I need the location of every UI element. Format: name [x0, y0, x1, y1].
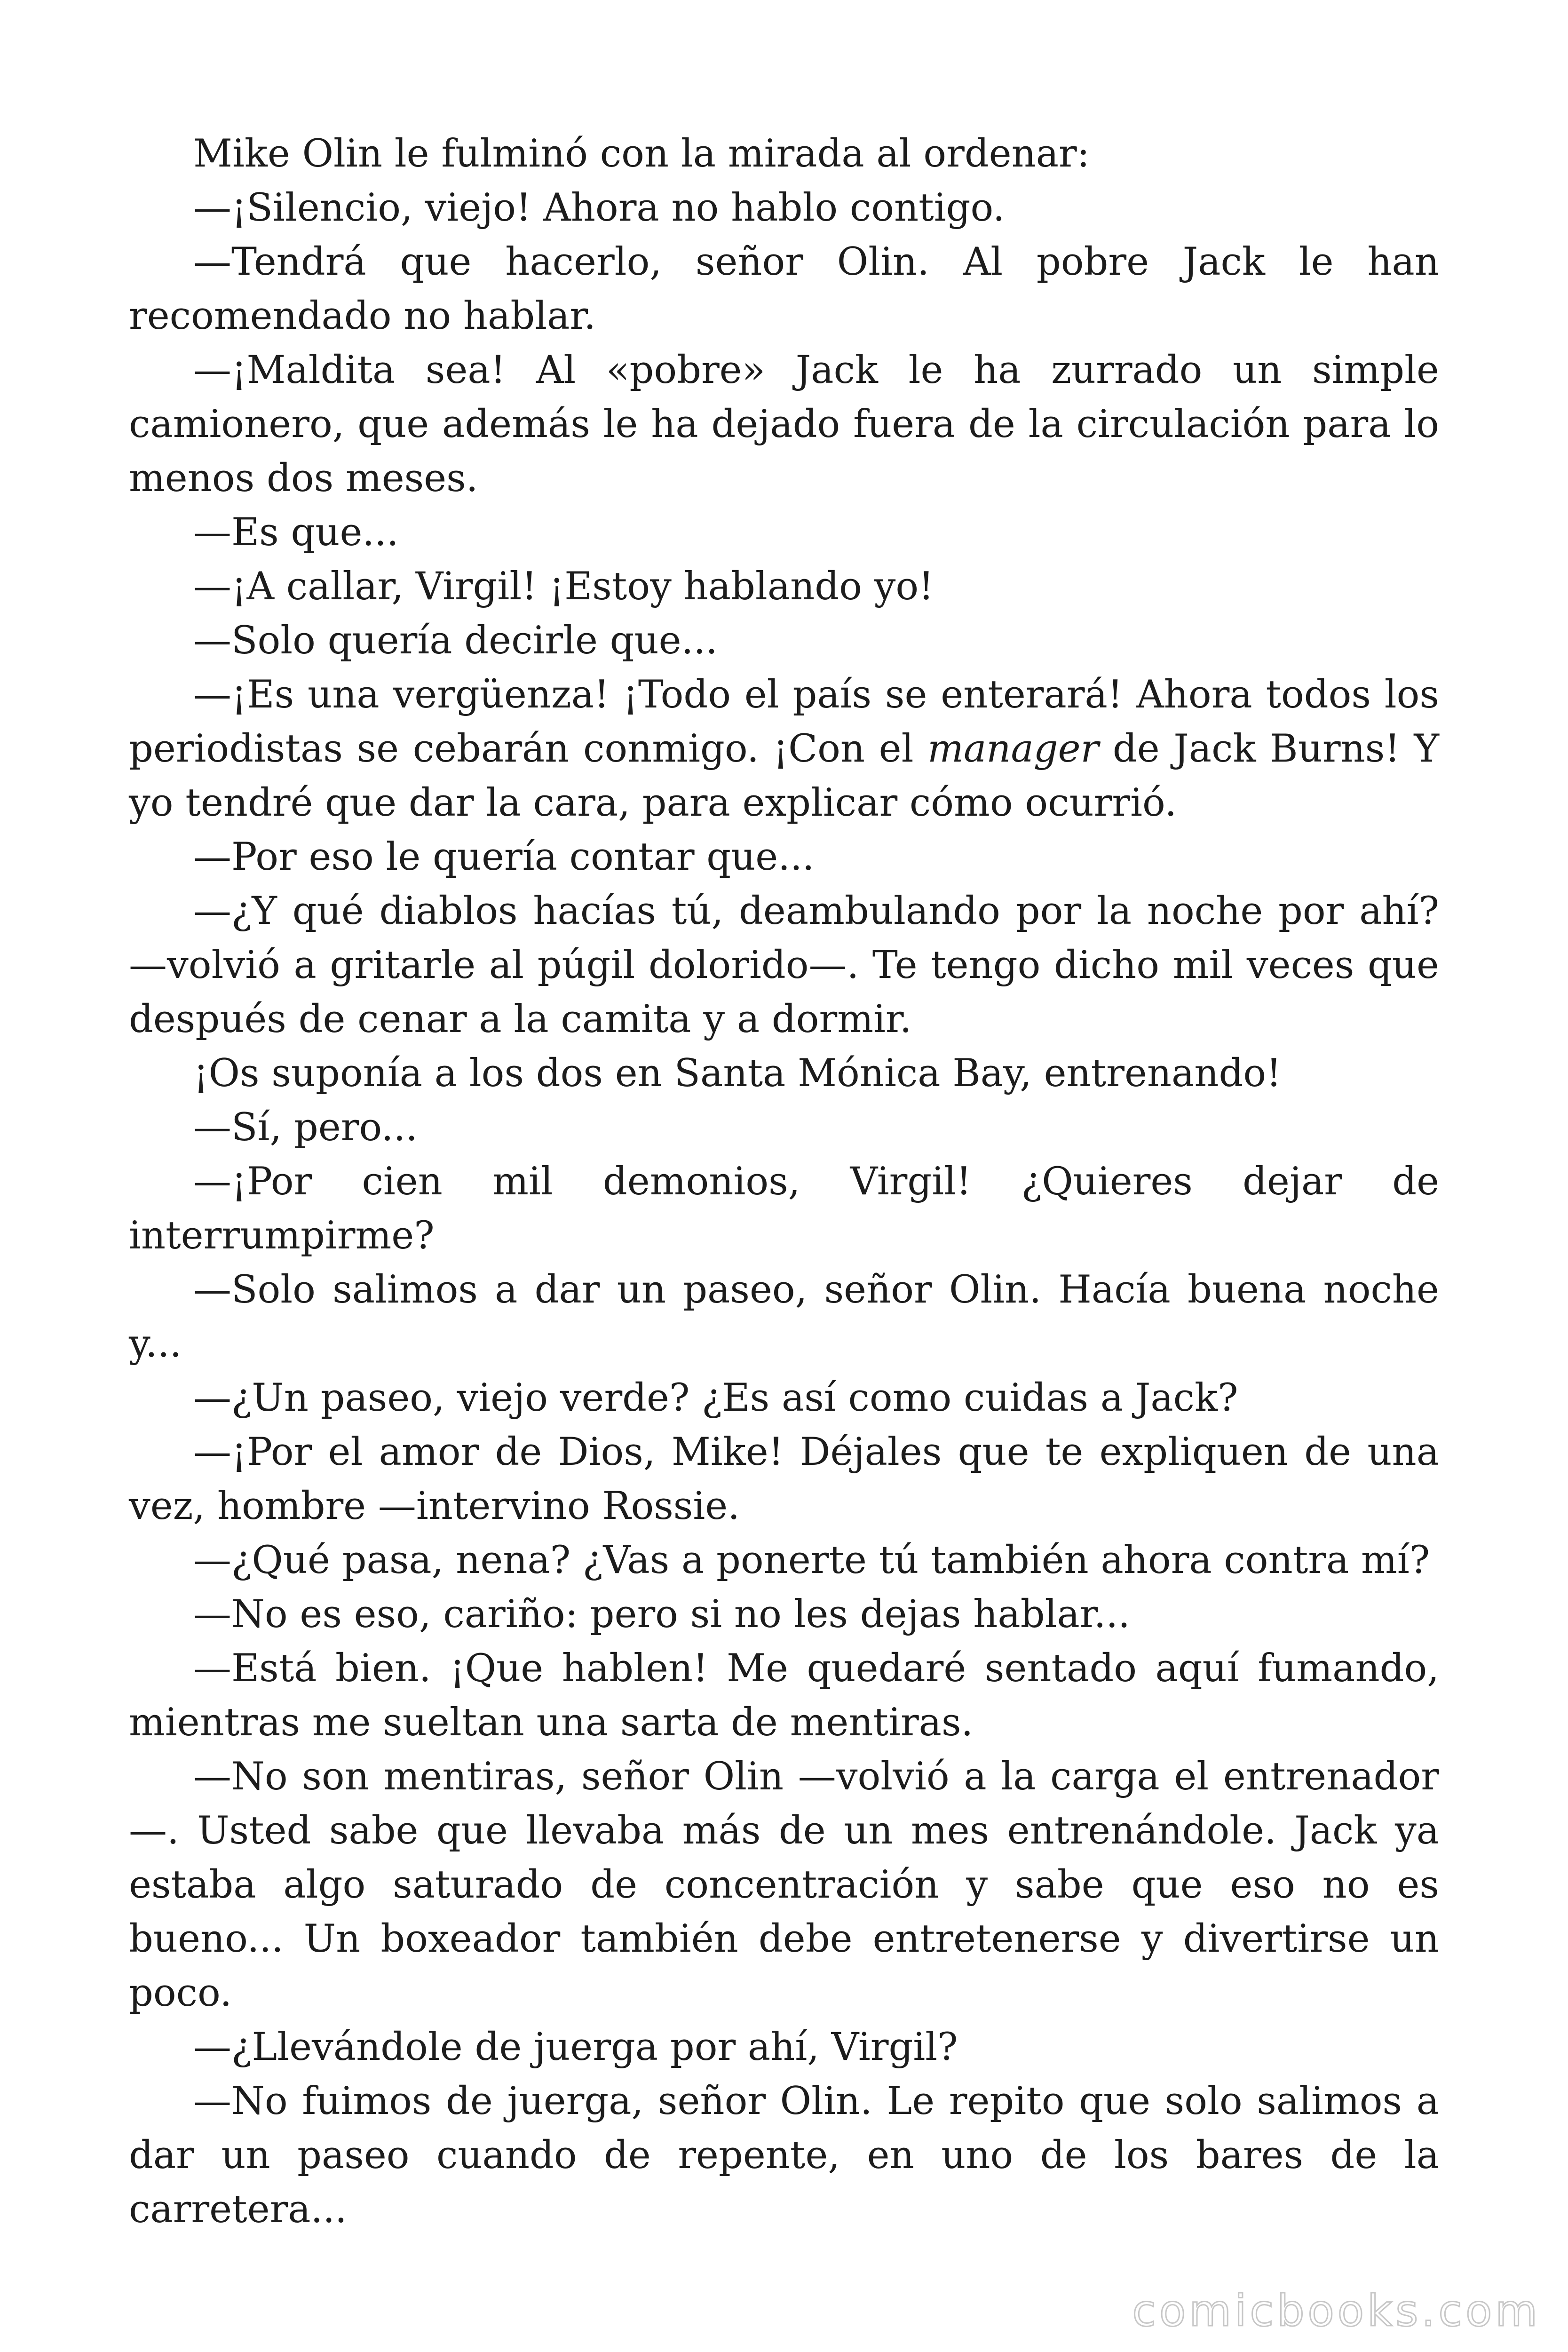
paragraph: —¡Por cien mil demonios, Virgil! ¿Quieres dejar de interrumpirme? — [129, 1160, 1439, 1258]
paragraph: —Sí, pero... — [193, 1105, 418, 1150]
paragraph-text: de Jack Burns! Y yo tendré que dar la cara, para explicar cómo ocurrió. — [129, 727, 1439, 825]
paragraph-text: —¡Es una vergüenza! ¡Todo el país se enterará! Ahora todos los periodistas se cebarán conmigo. ¡Con el — [129, 673, 1439, 771]
watermark: comicbooks.com — [1132, 2286, 1541, 2336]
paragraph: —Es que... — [193, 510, 399, 555]
paragraph: —¡A callar, Virgil! ¡Estoy hablando yo! — [193, 564, 934, 609]
paragraph: —Solo salimos a dar un paseo, señor Olin. Hacía buena noche y... — [129, 1268, 1439, 1366]
paragraph: —No fuimos de juerga, señor Olin. Le repito que solo salimos a dar un paseo cuando de repente, en uno de los bares de la carretera... — [129, 2079, 1439, 2232]
paragraph: —Solo quería decirle que... — [193, 619, 718, 663]
paragraph: —¿Y qué diablos hacías tú, deambulando por la noche por ahí? —volvió a gritarle al púgil dolorido—. Te tengo dicho mil veces que después de cenar a la camita y a dormir. — [129, 889, 1439, 1041]
paragraph: —¿Qué pasa, nena? ¿Vas a ponerte tú también ahora contra mí? — [193, 1538, 1430, 1582]
emphasized-word: manager — [927, 727, 1099, 771]
paragraph: —¿Llevándole de juerga por ahí, Virgil? — [193, 2025, 958, 2069]
paragraph: —No son mentiras, señor Olin —volvió a la carga el entrenador —. Usted sabe que llevaba más de un mes entrenándole. Jack ya estaba algo saturado de concentración y sabe que eso no es bueno... Un boxeador también debe entretenerse y divertirse un poco. — [129, 1755, 1439, 2015]
paragraph: —¡Por el amor de Dios, Mike! Déjales que te expliquen de una vez, hombre —intervino Rossie. — [129, 1430, 1439, 1528]
paragraph: —Tendrá que hacerlo, señor Olin. Al pobre Jack le han recomendado no hablar. — [129, 240, 1439, 338]
paragraph: —¿Un paseo, viejo verde? ¿Es así como cuidas a Jack? — [193, 1376, 1238, 1420]
paragraph — [129, 668, 1439, 830]
book-page-text — [129, 127, 1439, 2237]
paragraph: —¡Maldita sea! Al «pobre» Jack le ha zurrado un simple camionero, que además le ha dejado fuera de la circulación para lo menos dos meses. — [129, 348, 1439, 501]
paragraph: —No es eso, cariño: pero si no les dejas hablar... — [193, 1592, 1130, 1637]
paragraph: —Está bien. ¡Que hablen! Me quedaré sentado aquí fumando, mientras me sueltan una sarta de mentiras. — [129, 1646, 1439, 1745]
paragraph: —¡Silencio, viejo! Ahora no hablo contigo. — [193, 186, 1005, 230]
paragraph: —Por eso le quería contar que... — [193, 835, 815, 879]
paragraph: Mike Olin le fulminó con la mirada al ordenar: — [193, 132, 1090, 176]
paragraph: ¡Os suponía a los dos en Santa Mónica Bay, entrenando! — [193, 1051, 1282, 1096]
